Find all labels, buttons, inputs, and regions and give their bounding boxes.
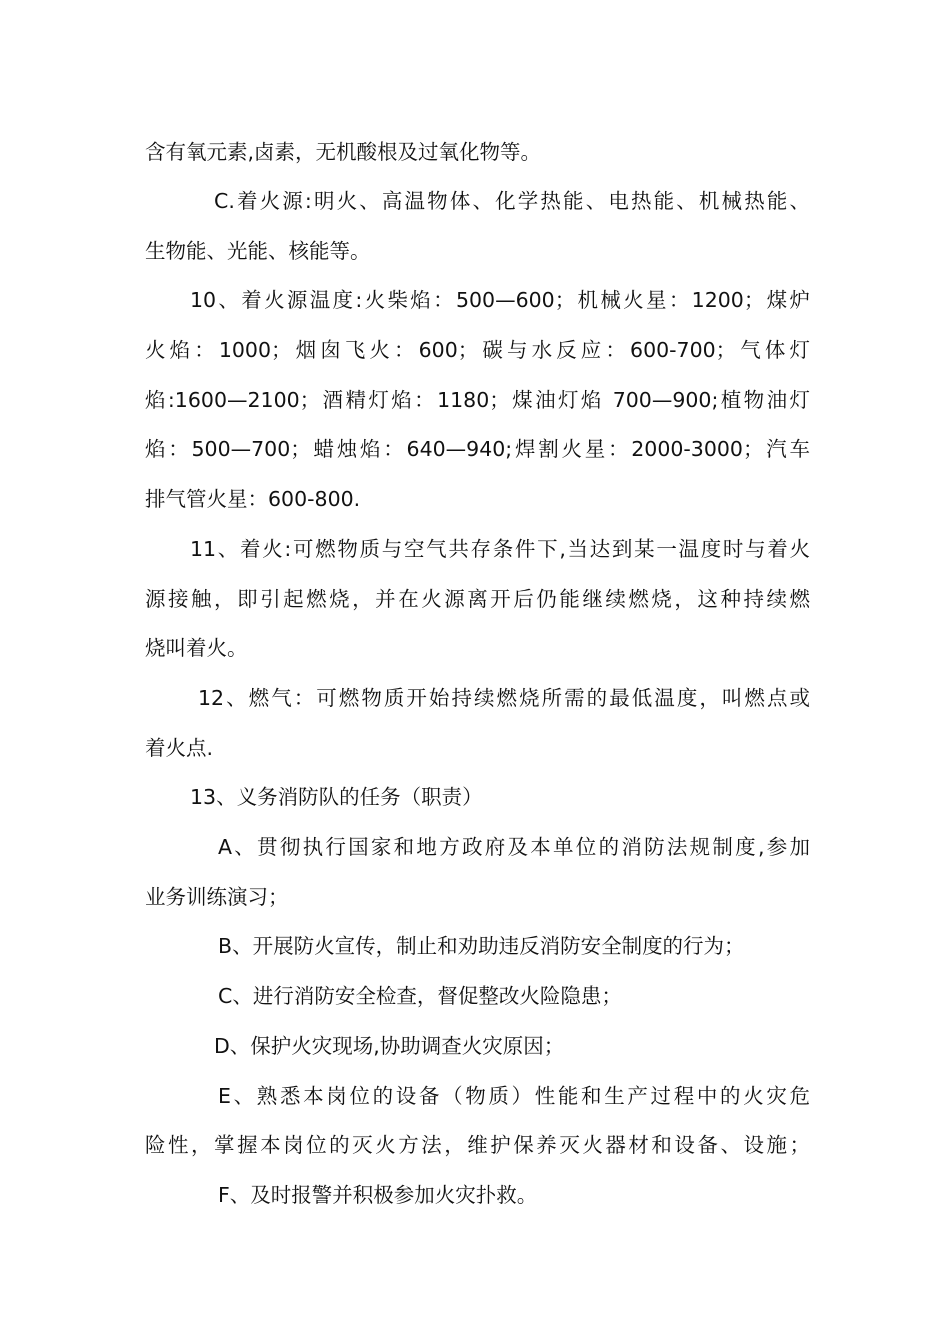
text-line: 着火点. [145, 736, 214, 760]
text-line: 生物能、光能、核能等。 [145, 239, 371, 263]
text-line: B、开展防火宣传，制止和劝助违反消防安全制度的行为； [218, 934, 745, 958]
text-line: 焰：500—700；蜡烛焰：640—940;焊割火星：2000-3000；汽车 [145, 437, 810, 461]
text-line: C.着火源:明火、高温物体、化学热能、电热能、机械热能、 [214, 189, 810, 213]
text-line: E、熟悉本岗位的设备（物质）性能和生产过程中的火灾危 [218, 1084, 810, 1108]
text-line: 业务训练演习； [145, 885, 289, 909]
text-line: 13、义务消防队的任务（职责） [190, 785, 483, 809]
text-line: 12、燃气：可燃物质开始持续燃烧所需的最低温度，叫燃点或 [198, 686, 810, 710]
text-line: F、及时报警并积极参加火灾扑救。 [218, 1183, 538, 1207]
text-line: 烧叫着火。 [145, 636, 248, 660]
text-line: 10、着火源温度:火柴焰：500—600；机械火星：1200；煤炉 [190, 288, 810, 312]
text-line: 11、着火:可燃物质与空气共存条件下,当达到某一温度时与着火 [190, 537, 810, 561]
text-line: C、进行消防安全检查，督促整改火险隐患； [218, 984, 622, 1008]
text-line: 险性，掌握本岗位的灭火方法，维护保养灭火器材和设备、设施； [145, 1133, 810, 1157]
text-line: D、保护火灾现场,协助调查火灾原因； [214, 1034, 565, 1058]
text-line: 源接触，即引起燃烧，并在火源离开后仍能继续燃烧，这种持续燃 [145, 587, 810, 611]
text-line: 火焰：1000；烟囱飞火：600；碳与水反应：600-700；气体灯 [145, 338, 810, 362]
text-line: 含有氧元素,卤素，无机酸根及过氧化物等。 [145, 140, 542, 164]
text-line: 排气管火星：600-800. [145, 487, 361, 511]
text-line: 焰:1600—2100；酒精灯焰：1180；煤油灯焰 700—900;植物油灯 [145, 388, 810, 412]
text-line: A、贯彻执行国家和地方政府及本单位的消防法规制度,参加 [218, 835, 810, 859]
